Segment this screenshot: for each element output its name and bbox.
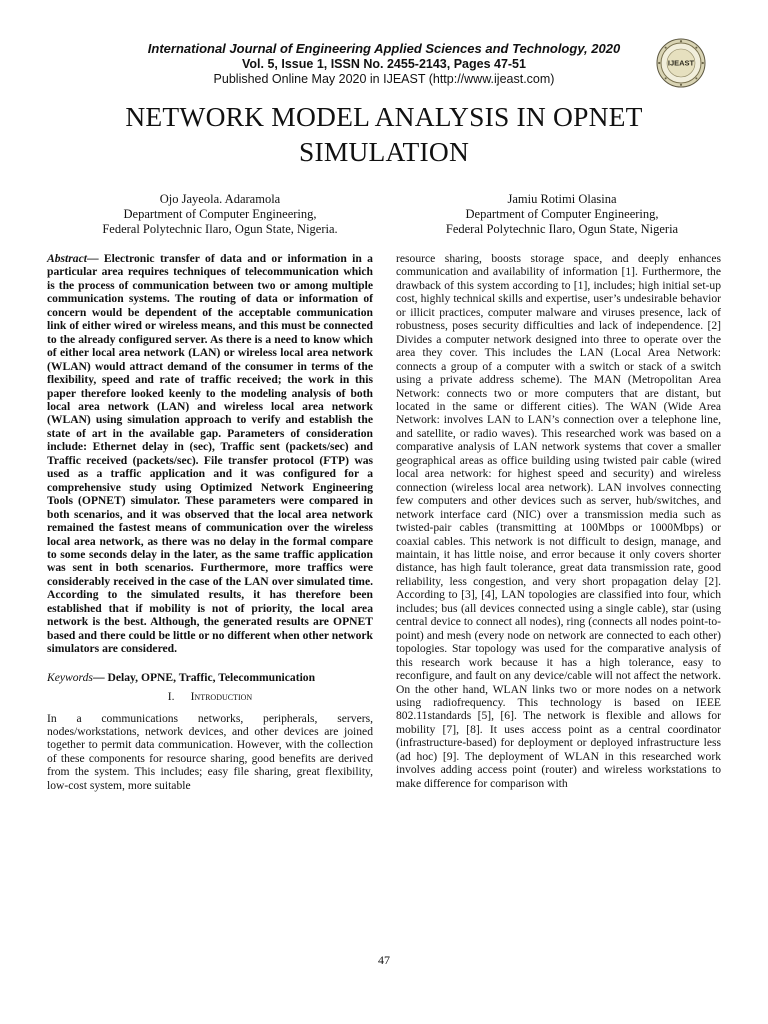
abstract-label: Abstract <box>47 252 87 265</box>
journal-published: Published Online May 2020 in IJEAST (http://www.ijeast.com) <box>213 72 555 86</box>
page-number: 47 <box>378 953 390 967</box>
section-number: I. <box>167 690 175 704</box>
section-heading-introduction <box>47 690 373 703</box>
journal-logo <box>656 38 706 88</box>
abstract-text: Electronic transfer of data and or information in a particular area requires techniques of telecommunication which is the process of communication between two or among multiple communication systems. The routing of data or information of concern would be dependent of the acceptable communication link of either wired or wireless means, and this must be connected to the already configured server. As there is a need to know which of either local area network (LAN) or wireless local area network (WLAN) would attract demand of the consumer in terms of the flexibility, speed and rate of traffic received; the work in this paper therefore looked keenly to the modeling analysis of both local area network (LAN) and wireless local area network (WLAN) using simulation approach to verify and establish the state of art in the available gap. Parameters of consideration include: Ethernet delay in (sec), Traffic sent (packets/sec) and Traffic received (packets/sec). File transfer protocol (FTP) was used as a traffic application and it was configured for a comprehensive study using Optimized Network Engineering Tools (OPNET) simulator. These parameters were compared in both scenarios, and it was observed that the local area network remained the fastest means of communication over the wireless local area network, as there was no delay in the formal compare to some seconds delay in the later, as the same traffic application was sent in both scenarios. Furthermore, more traffics were considerably received in the case of the LAN over simulated time. According to the simulated results, it has therefore been established that if mobility is not of priority, the local area network is the best. Although, the generated results are OPNET based and there could be little or no different when other network simulators are considered. <box>47 252 373 656</box>
abstract <box>47 252 373 656</box>
author-2-name: Jamiu Rotimi Olasina <box>507 192 617 206</box>
paper-title: NETWORK MODEL ANALYSIS IN OPNET SIMULATION <box>125 101 643 167</box>
journal-logo-seal <box>656 38 706 88</box>
author-1-name: Ojo Jayeola. Adaramola <box>159 192 281 206</box>
keywords <box>47 671 373 684</box>
abstract-separator: — <box>86 252 104 265</box>
journal-name: International Journal of Engineering Applied Sciences and Technology, 2020 <box>147 41 621 56</box>
journal-volume: Vol. 5, Issue 1, ISSN No. 2455-2143, Pages 47-51 <box>242 57 526 71</box>
intro-paragraph-right: resource sharing, boosts storage space, and deeply enhances communication and availability of information [1]. Furthermore, the drawback of this system according to [1], includes; high initial set-up cost, highly technical skills and expertise, user’s undesirable behavior or illicit practices, computer malware and viruses presence, lack of robustness, poses security difficulties and lack of independence. [2] Divides a computer network designed into three to operate over the area they cover. This includes the LAN (Local Area Network: connects a group of a computer with a switch or stack of a switch using a private address scheme). The MAN (Metropolitan Area Network: connects two or more computers that are distant, but located in the same or different cities). The WAN (Wide Area Network: involves LAN to LAN’s connection over a telephone line, and satellite, or radio waves). This researched work was based on a comparative analysis of LAN network systems that cover a smaller geographical areas as office building using twisted pair cable (wired local area network: for highest speed and security) and wireless connection (wireless local area network). LAN involves connecting few computers and other devices such as server, hub/switches, and network interface card (NIC) over a transmission media such as twisted-pair cables (transmitting at 100Mbps or 1000Mbps) or coaxial cables. This network is not difficult to design, manage, and maintain, it has little noise, and error because it only covers shorter distance, has high fault tolerance, great data transmission rate, good reliability, less congestion, and very short propagation delay [2]. According to [3], [4], LAN topologies are classified into four, which includes; bus (all devices connected using a single cable), star (using central device to connect all nodes), ring (connects all nodes point-to-point) and mesh (every node on network are connected to each other) topologies. Star topology was used for the comparative analysis of this research work because it has a high tolerance, easy to reconfigure, and fault on any device/cable will not affect the network. On the other hand, WLAN links two or more nodes on a network using radiofrequency. This technology is based on IEEE 802.11standards [5], [6]. The network is flexible and allows for mobility [7], [8]. It uses access point as a central coordinator (infrastructure-based) for deployment or deployed infrastructure less (ad hoc) [9]. The deployment of WLAN in this researched work involves adding access point (router) and wireless workstations to make difference for comparison with <box>396 252 721 790</box>
intro-paragraph-left: In a communications networks, peripherals, servers, nodes/workstations, network devices, and other devices are joined together to permit data communication. However, with the collection of these components for resource sharing, good benefits are derived from the system. This includes; easy file sharing, great flexibility, low-cost system, more suitable <box>47 711 373 792</box>
author-2-department: Department of Computer Engineering, <box>465 207 659 221</box>
keywords-text: Delay, OPNE, Traffic, Telecommunication <box>107 670 316 684</box>
logo-text: IJEAST <box>667 58 695 68</box>
left-column <box>47 252 373 792</box>
right-column <box>396 252 721 790</box>
author-1 <box>40 192 400 237</box>
author-1-institution: Federal Polytechnic Ilaro, Ogun State, Nigeria. <box>102 222 338 236</box>
keywords-separator: — <box>92 670 108 684</box>
section-title: Introduction <box>190 690 253 704</box>
keywords-label: Keywords <box>47 670 93 684</box>
author-2-institution: Federal Polytechnic Ilaro, Ogun State, Nigeria <box>445 222 679 236</box>
author-2 <box>392 192 732 237</box>
journal-header <box>0 40 768 87</box>
author-1-department: Department of Computer Engineering, <box>123 207 317 221</box>
